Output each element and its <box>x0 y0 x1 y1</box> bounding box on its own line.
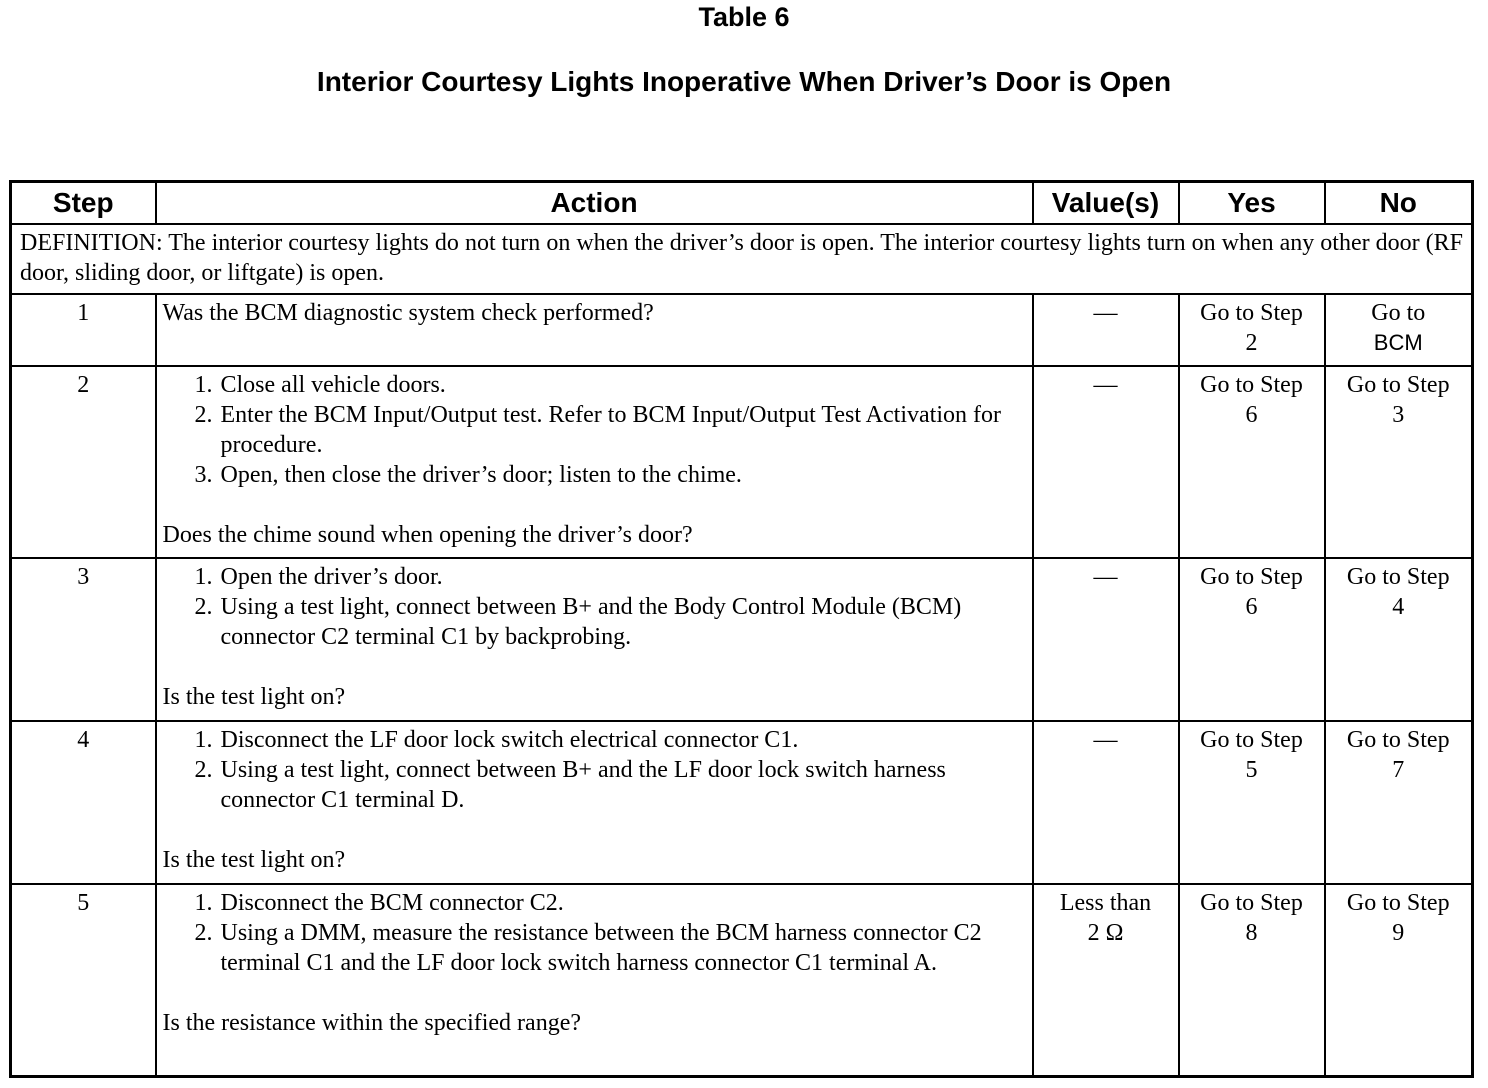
table-row <box>11 558 1473 721</box>
column-header-no: No <box>1325 182 1473 225</box>
no-line-2: BCM <box>1373 330 1423 355</box>
yes-line-2: 8 <box>1245 920 1258 946</box>
no-line-1: Go to Step <box>1346 890 1450 916</box>
table-row <box>11 294 1473 366</box>
no-line-1: Go to Step <box>1346 372 1450 398</box>
yes-cell <box>1179 721 1325 884</box>
yes-cell <box>1179 884 1325 1076</box>
action-cell <box>156 558 1033 721</box>
value-line-2: 2 Ω <box>1087 920 1124 946</box>
yes-cell <box>1179 558 1325 721</box>
action-item: 2. Using a DMM, measure the resistance between the BCM harness connector C2 terminal C1 and the LF door lock switch harness connector C1 terminal A. <box>219 918 1026 978</box>
no-cell <box>1325 294 1473 366</box>
action-cell <box>156 884 1033 1076</box>
action-list <box>163 725 1026 815</box>
step-number: 5 <box>11 884 156 1076</box>
action-question: Is the test light on? <box>162 847 346 873</box>
no-line-1: Go to <box>1371 300 1426 326</box>
action-cell <box>156 721 1033 884</box>
no-line-2: 7 <box>1392 757 1405 783</box>
yes-line-1: Go to Step <box>1200 300 1303 326</box>
action-question: Was the BCM diagnostic system check performed? <box>162 300 654 326</box>
step-number: 1 <box>11 294 156 366</box>
column-header-values: Value(s) <box>1033 182 1179 225</box>
no-line-1: Go to Step <box>1346 727 1450 753</box>
action-question: Is the resistance within the specified range? <box>162 1010 581 1036</box>
action-item: 2. Enter the BCM Input/Output test. Refer to BCM Input/Output Test Activation for procedure. <box>219 400 1026 460</box>
no-line-2: 9 <box>1392 920 1405 946</box>
action-item: 1. Close all vehicle doors. <box>219 370 1026 400</box>
action-item: 2. Using a test light, connect between B+ and the Body Control Module (BCM) connector C2 terminal C1 by backprobing. <box>219 592 1026 652</box>
action-item: 3. Open, then close the driver’s door; listen to the chime. <box>219 460 1026 490</box>
action-item: 1. Disconnect the LF door lock switch electrical connector C1. <box>219 725 1026 755</box>
step-number: 2 <box>11 366 156 558</box>
value-cell: — <box>1033 721 1179 884</box>
yes-line-1: Go to Step <box>1200 372 1303 398</box>
table-row <box>11 366 1473 558</box>
action-list <box>163 370 1026 490</box>
table-number: Table 6 <box>698 2 790 32</box>
no-cell <box>1325 884 1473 1076</box>
step-number: 3 <box>11 558 156 721</box>
table-row <box>11 884 1473 1076</box>
yes-cell <box>1179 294 1325 366</box>
action-list <box>163 562 1026 652</box>
yes-line-1: Go to Step <box>1200 890 1303 916</box>
action-item: 1. Disconnect the BCM connector C2. <box>219 888 1026 918</box>
action-cell <box>156 366 1033 558</box>
diagnostic-table <box>9 180 1474 1078</box>
yes-cell <box>1179 366 1325 558</box>
action-question: Does the chime sound when opening the driver’s door? <box>162 522 693 548</box>
action-list <box>163 888 1026 978</box>
yes-line-2: 2 <box>1245 330 1258 356</box>
column-header-action: Action <box>156 182 1033 225</box>
yes-line-2: 6 <box>1245 594 1258 620</box>
action-item: 2. Using a test light, connect between B+ and the LF door lock switch harness connector C1 terminal D. <box>219 755 1026 815</box>
action-question: Is the test light on? <box>162 684 346 710</box>
value-line-1: Less than <box>1059 890 1152 916</box>
no-line-2: 3 <box>1392 402 1405 428</box>
page-title: Interior Courtesy Lights Inoperative When Driver’s Door is Open <box>316 66 1172 97</box>
action-item: 1. Open the driver’s door. <box>219 562 1026 592</box>
no-cell <box>1325 366 1473 558</box>
value-cell: — <box>1033 294 1179 366</box>
no-cell <box>1325 558 1473 721</box>
definition-text: DEFINITION: The interior courtesy lights do not turn on when the driver’s door is open. The interior courtesy lights turn on when any other door (RF door, sliding door, or liftgate) is open. <box>11 224 1473 294</box>
table-row <box>11 721 1473 884</box>
step-number: 4 <box>11 721 156 884</box>
value-cell: — <box>1033 366 1179 558</box>
yes-line-1: Go to Step <box>1200 564 1303 590</box>
yes-line-1: Go to Step <box>1200 727 1303 753</box>
value-cell <box>1033 884 1179 1076</box>
definition-row <box>11 224 1473 294</box>
yes-line-2: 5 <box>1245 757 1258 783</box>
no-line-1: Go to Step <box>1346 564 1450 590</box>
value-cell: — <box>1033 558 1179 721</box>
no-cell <box>1325 721 1473 884</box>
action-cell <box>156 294 1033 366</box>
yes-line-2: 6 <box>1245 402 1258 428</box>
no-line-2: 4 <box>1392 594 1405 620</box>
table-header-row <box>11 182 1473 225</box>
column-header-step: Step <box>11 182 156 225</box>
column-header-yes: Yes <box>1179 182 1325 225</box>
